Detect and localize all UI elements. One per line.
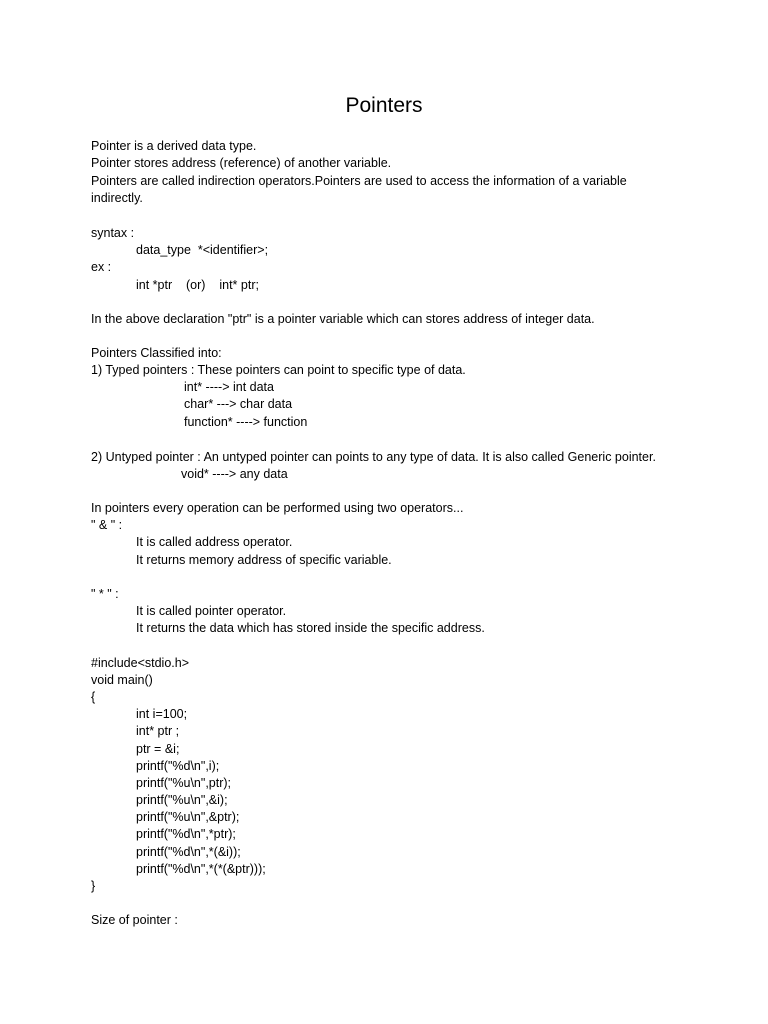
code-line: printf("%d\n",*ptr); [136, 827, 236, 841]
code-open-brace: { [91, 690, 96, 704]
untyped-pointer-line: 2) Untyped pointer : An untyped pointer can points to any type of data. It is also called Generic pointer. [91, 450, 656, 464]
address-operator-label: " & " : [91, 518, 123, 532]
code-main: void main() [91, 673, 153, 687]
intro-line: Pointer is a derived data type. [91, 139, 257, 153]
code-line: ptr = &i; [136, 742, 180, 756]
pointer-operator-desc: It returns the data which has stored inside the specific address. [136, 621, 485, 635]
code-close-brace: } [91, 879, 96, 893]
code-line: int* ptr ; [136, 724, 180, 738]
typed-example: function* ----> function [184, 415, 308, 429]
untyped-example: void* ----> any data [181, 467, 288, 481]
code-include: #include<stdio.h> [91, 656, 189, 670]
code-line: printf("%u\n",ptr); [136, 776, 232, 790]
size-of-pointer-heading: Size of pointer : [91, 913, 178, 927]
operators-intro: In pointers every operation can be performed using two operators... [91, 501, 464, 515]
syntax-form: data_type *<identifier>; [136, 243, 269, 257]
syntax-example: int *ptr (or) int* ptr; [136, 278, 259, 292]
page-title: Pointers [345, 94, 423, 117]
code-line: printf("%d\n",*(*(&ptr))); [136, 862, 266, 876]
intro-line: indirectly. [91, 191, 143, 205]
address-operator-desc: It is called address operator. [136, 535, 293, 549]
code-line: printf("%u\n",&ptr); [136, 810, 240, 824]
code-line: int i=100; [136, 707, 188, 721]
example-label: ex : [91, 260, 112, 274]
code-line: printf("%d\n",i); [136, 759, 220, 773]
typed-example: char* ---> char data [184, 397, 293, 411]
intro-line: Pointers are called indirection operators.Pointers are used to access the information of a variable [91, 174, 627, 188]
typed-example: int* ----> int data [184, 380, 274, 394]
address-operator-desc: It returns memory address of specific variable. [136, 553, 392, 567]
classification-heading: Pointers Classified into: [91, 346, 222, 360]
code-line: printf("%u\n",&i); [136, 793, 228, 807]
syntax-label: syntax : [91, 226, 135, 240]
intro-line: Pointer stores address (reference) of another variable. [91, 156, 392, 170]
declaration-note: In the above declaration "ptr" is a pointer variable which can stores address of integer data. [91, 312, 595, 326]
pointer-operator-label: " * " : [91, 587, 119, 601]
code-line: printf("%d\n",*(&i)); [136, 845, 241, 859]
pointer-operator-desc: It is called pointer operator. [136, 604, 287, 618]
typed-pointers-line: 1) Typed pointers : These pointers can point to specific type of data. [91, 363, 466, 377]
